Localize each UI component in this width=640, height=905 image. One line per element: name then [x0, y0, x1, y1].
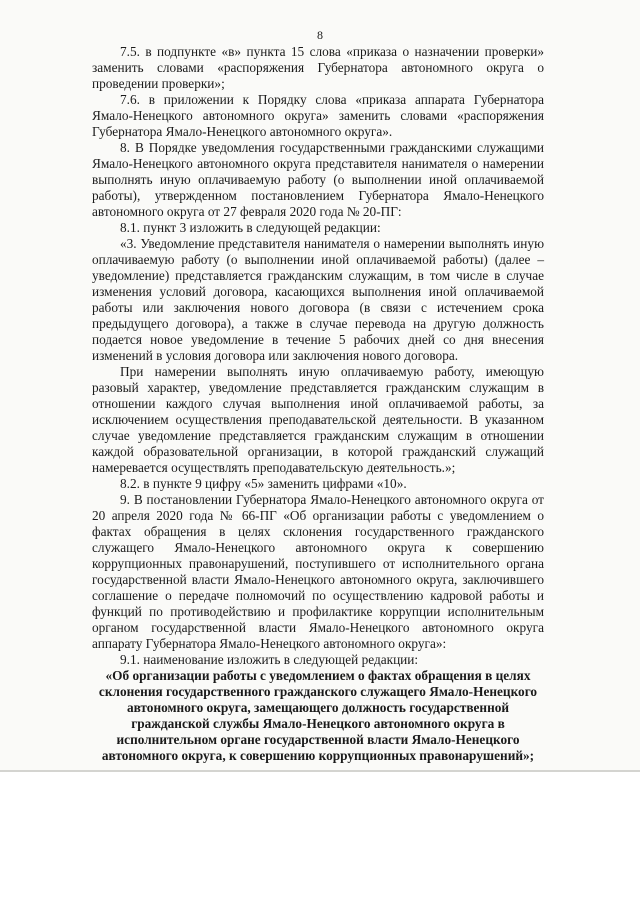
document-body — [92, 44, 544, 764]
scan-edge — [0, 770, 640, 772]
paragraph-7-5: 7.5. в подпункте «в» пункта 15 слова «приказа о назначении проверки» заменить словами «распоряжения Губернатора автономного округа о проведении проверки»; — [92, 44, 544, 91]
page-number: 8 — [317, 28, 323, 42]
paragraph-8-2: 8.2. в пункте 9 цифру «5» заменить цифрами «10». — [120, 476, 407, 491]
paragraph-8: 8. В Порядке уведомления государственными гражданскими служащими Ямало-Ненецкого автономного округа представителя нанимателя о намерении выполнять иную оплачиваемую работу (о выполнении иной оплачиваемой работы), утвержденном постановлением Губернатора Ямало-Ненецкого автономного округа от 27 февраля 2020 года № 20-ПГ: — [92, 140, 544, 219]
paragraph-quote-3: «3. Уведомление представителя нанимателя о намерении выполнять иную оплачиваемую работу (о выполнении иной оплачиваемой работы) (далее – уведомление) представляется гражданским служащим, в том числе в случае изменения условий договора, касающихся выполнения иной оплачиваемой работы или заключения нового договора (в связи с истечением срока предыдущего договора), а также в случае перевода на другую должность подается новое уведомление в течение 5 рабочих дней со дня внесения изменений в условия договора или заключения нового договора. — [92, 236, 544, 363]
paragraph-one-time-work: При намерении выполнять иную оплачиваемую работу, имеющую разовый характер, уведомление представляется гражданским служащим в отношении каждого случая выполнения иной оплачиваемой работы, за исключением осуществления преподавательской деятельности. В указанном случае уведомление представляется гражданским служащим в отношении каждой образовательной организации, в которой гражданский служащий намеревается осуществлять преподавательскую деятельность.»; — [92, 364, 544, 475]
paragraph-7-6: 7.6. в приложении к Порядку слова «приказа аппарата Губернатора Ямало-Ненецкого автономного округа» заменить словами «распоряжения Губернатора Ямало-Ненецкого автономного округа». — [92, 92, 544, 139]
paragraph-8-1: 8.1. пункт 3 изложить в следующей редакции: — [120, 220, 381, 235]
new-title-block: «Об организации работы с уведомлением о фактах обращения в целях склонения государственного гражданского служащего Ямало-Ненецкого автономного округа, замещающего должность государственной гражданской службы Ямало-Ненецкого автономного округа в исполнительном органе государственной власти Ямало-Ненецкого автономного округа, к совершению коррупционных правонарушений»; — [98, 668, 538, 763]
paragraph-9-1: 9.1. наименование изложить в следующей редакции: — [120, 652, 419, 667]
paragraph-9: 9. В постановлении Губернатора Ямало-Ненецкого автономного округа от 20 апреля 2020 года № 66-ПГ «Об организации работы с уведомлением о фактах обращения в целях склонения государственного гражданского служащего Ямало-Ненецкого автономного округа к совершению коррупционных правонарушений, поступившего от исполнительного органа государственной власти Ямало-Ненецкого автономного округа, заключившего соглашение о передаче полномочий по осуществлению кадровой работы и функций по противодействию и профилактике коррупции исполнительным органом государственной власти Ямало-Ненецкого автономного округа аппарату Губернатора Ямало-Ненецкого автономного округа»: — [92, 492, 544, 651]
